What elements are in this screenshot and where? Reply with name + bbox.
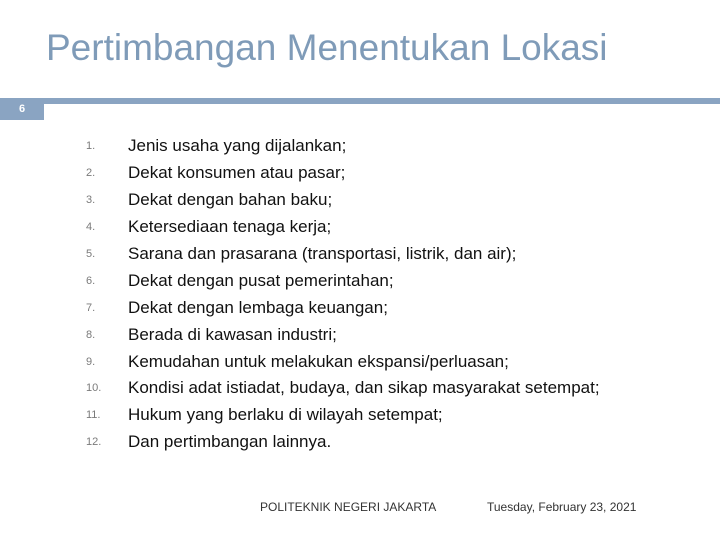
list-text: Kemudahan untuk melakukan ekspansi/perluasan; [128,351,509,371]
slide-number: 6 [0,98,44,120]
list-text: Kondisi adat istiadat, budaya, dan sikap masyarakat setempat; [128,378,600,398]
list-number: 3. [86,194,96,207]
list-number: 4. [86,221,96,234]
list-number: 6. [86,274,96,287]
list-text: Dekat dengan lembaga keuangan; [128,297,388,317]
list-text: Dan pertimbangan lainnya. [128,432,332,452]
footer-date: Tuesday, February 23, 2021 [487,500,637,514]
list-number: 1. [86,140,96,153]
list-number: 7. [86,301,96,314]
list-text: Berada di kawasan industri; [128,324,337,344]
list-text: Sarana dan prasarana (transportasi, listrik, dan air); [128,244,517,263]
slide-title: Pertimbangan Menentukan Lokasi [46,27,608,68]
list-text: Ketersediaan tenaga kerja; [128,217,332,237]
list-number: 10. [86,382,102,395]
list-text: Dekat dengan bahan baku; [128,190,333,210]
list-number: 8. [86,328,96,341]
list-number: 11. [86,409,101,422]
footer-organization: POLITEKNIK NEGERI JAKARTA [260,500,437,514]
list-text: Dekat dengan pusat pemerintahan; [128,270,394,290]
list-number: 5. [86,248,96,260]
list-text: Dekat konsumen atau pasar; [128,163,346,183]
title-underline-bar [44,98,720,104]
list-number: 9. [86,355,96,368]
list-text: Jenis usaha yang dijalankan; [128,136,347,156]
list-number: 2. [86,167,96,180]
list-number: 12. [86,436,102,449]
list-text: Hukum yang berlaku di wilayah setempat; [128,405,443,425]
